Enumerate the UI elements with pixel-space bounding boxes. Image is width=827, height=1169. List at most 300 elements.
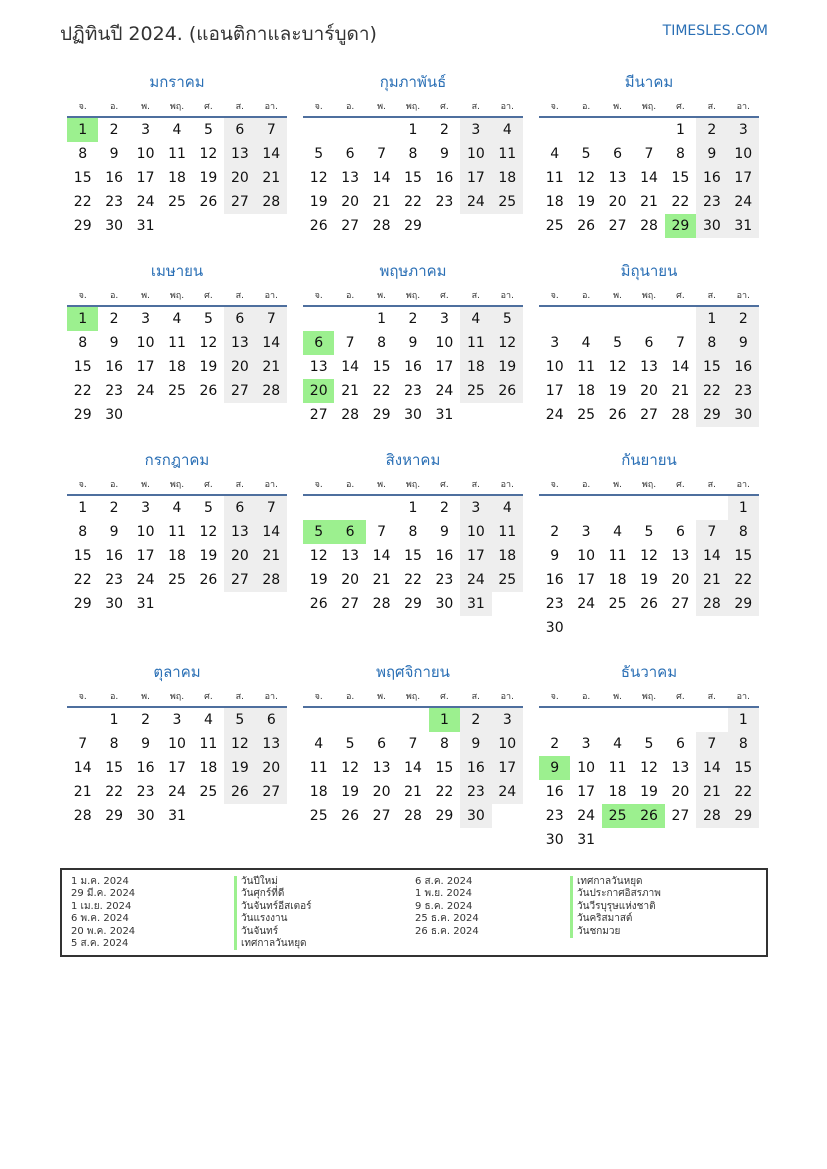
day-cell: 4 <box>613 524 623 540</box>
day-cell: 5 <box>203 122 213 138</box>
legend-holiday-name: วันชกมวย <box>570 926 661 938</box>
day-cell: 26 <box>199 572 218 588</box>
day-cell: 23 <box>728 379 759 403</box>
holiday-day-cell: 6 <box>334 520 365 544</box>
day-cell: 16 <box>105 359 124 375</box>
day-cell: 9 <box>141 736 151 752</box>
day-cell: 19 <box>309 572 328 588</box>
weekday-label: ศ. <box>676 102 685 112</box>
day-cell: 10 <box>136 335 155 351</box>
weekday-label: พฤ. <box>169 291 185 301</box>
day-cell: 5 <box>644 736 654 752</box>
month-name: กุมภาพันธ์ <box>379 73 447 91</box>
day-cell: 20 <box>341 572 360 588</box>
day-cell: 11 <box>492 142 523 166</box>
day-cell: 1 <box>675 122 685 138</box>
day-cell: 23 <box>435 572 454 588</box>
day-cell: 23 <box>435 194 454 210</box>
day-cell: 22 <box>728 568 759 592</box>
weekday-label: ส. <box>235 692 245 702</box>
day-cell: 5 <box>224 708 255 732</box>
day-cell: 19 <box>608 383 627 399</box>
day-cell: 13 <box>224 331 255 355</box>
day-cell: 4 <box>460 307 491 331</box>
weekday-label: จ. <box>550 102 559 112</box>
day-cell: 3 <box>728 118 759 142</box>
day-cell: 2 <box>109 500 119 516</box>
weekday-label: พ. <box>613 480 622 490</box>
day-cell: 6 <box>345 146 355 162</box>
weekday-label: จ. <box>78 291 87 301</box>
day-cell: 14 <box>256 520 287 544</box>
legend-date: 26 ธ.ค. 2024 <box>415 925 479 937</box>
day-cell: 11 <box>577 359 596 375</box>
day-cell: 24 <box>136 194 155 210</box>
day-cell: 6 <box>613 146 623 162</box>
weekday-label: ศ. <box>440 291 449 301</box>
holiday-day-cell: 6 <box>303 331 334 355</box>
day-cell: 12 <box>224 732 255 756</box>
day-cell: 8 <box>408 146 418 162</box>
weekday-label: ส. <box>235 102 245 112</box>
weekday-label: ศ. <box>440 480 449 490</box>
day-cell: 12 <box>577 170 596 186</box>
day-cell: 22 <box>73 383 92 399</box>
day-cell: 20 <box>341 194 360 210</box>
day-cell: 29 <box>105 808 124 824</box>
day-cell: 9 <box>408 335 418 351</box>
weekday-label: พ. <box>613 102 622 112</box>
day-cell: 2 <box>109 122 119 138</box>
day-cell: 29 <box>73 596 92 612</box>
day-cell: 27 <box>224 379 255 403</box>
day-cell: 9 <box>460 732 491 756</box>
day-cell: 28 <box>640 218 658 234</box>
weekday-label: อา. <box>500 692 514 702</box>
day-cell: 24 <box>728 190 759 214</box>
day-cell: 31 <box>728 214 759 238</box>
month-name: มิถุนายน <box>620 262 678 280</box>
weekday-label: พ. <box>377 102 386 112</box>
day-cell: 8 <box>408 524 418 540</box>
day-cell: 1 <box>377 311 387 327</box>
day-cell: 11 <box>199 736 218 752</box>
day-cell: 15 <box>404 548 422 564</box>
legend-date: 25 ธ.ค. 2024 <box>415 913 479 925</box>
weekday-label: อ. <box>581 692 591 702</box>
day-cell: 8 <box>675 146 685 162</box>
day-cell: 10 <box>460 142 491 166</box>
day-cell: 13 <box>608 170 627 186</box>
day-cell: 11 <box>492 520 523 544</box>
day-cell: 13 <box>224 520 255 544</box>
weekday-label: อา. <box>736 102 750 112</box>
day-cell: 4 <box>172 311 182 327</box>
day-cell: 19 <box>341 784 360 800</box>
legend-holiday-name: เทศกาลวันหยุด <box>570 876 661 888</box>
day-cell: 24 <box>435 383 454 399</box>
weekday-label: จ. <box>314 692 323 702</box>
day-cell: 8 <box>728 732 759 756</box>
holiday-day-cell: 5 <box>303 520 334 544</box>
day-cell: 13 <box>309 359 328 375</box>
day-cell: 13 <box>671 760 690 776</box>
day-cell: 25 <box>577 407 596 423</box>
weekday-label: อ. <box>109 480 119 490</box>
day-cell: 23 <box>404 383 422 399</box>
day-cell: 16 <box>105 170 124 186</box>
day-cell: 27 <box>341 596 360 612</box>
legend-date: 6 พ.ค. 2024 <box>71 913 129 925</box>
weekday-label: อ. <box>581 291 591 301</box>
day-cell: 22 <box>671 194 690 210</box>
weekday-label: อ. <box>109 102 119 112</box>
weekday-label: พฤ. <box>169 692 185 702</box>
day-cell: 31 <box>460 592 491 616</box>
day-cell: 22 <box>404 572 422 588</box>
day-cell: 6 <box>377 736 387 752</box>
weekday-label: พ. <box>141 480 150 490</box>
day-cell: 13 <box>256 732 287 756</box>
day-cell: 25 <box>168 194 186 210</box>
weekday-label: พฤ. <box>169 480 185 490</box>
day-cell: 4 <box>172 500 182 516</box>
day-cell: 21 <box>256 166 287 190</box>
day-cell: 7 <box>256 118 287 142</box>
day-cell: 12 <box>199 146 218 162</box>
weekday-label: ศ. <box>204 692 213 702</box>
day-cell: 27 <box>309 407 328 423</box>
day-cell: 1 <box>408 500 418 516</box>
day-cell: 21 <box>372 194 391 210</box>
day-cell: 5 <box>203 311 213 327</box>
legend-date: 1 เม.ย. 2024 <box>71 900 132 912</box>
month-name: มกราคม <box>149 73 205 91</box>
day-cell: 6 <box>224 118 255 142</box>
day-cell: 5 <box>581 146 591 162</box>
day-cell: 14 <box>671 359 690 375</box>
day-cell: 18 <box>168 548 186 564</box>
day-cell: 23 <box>105 194 124 210</box>
day-cell: 12 <box>309 548 328 564</box>
day-cell: 3 <box>460 496 491 520</box>
day-cell: 1 <box>109 712 119 728</box>
day-cell: 13 <box>372 760 391 776</box>
day-cell: 2 <box>109 311 119 327</box>
day-cell: 15 <box>728 756 759 780</box>
day-cell: 19 <box>224 756 255 780</box>
day-cell: 22 <box>696 379 727 403</box>
day-cell: 15 <box>73 359 92 375</box>
day-cell: 23 <box>545 596 564 612</box>
day-cell: 16 <box>545 572 564 588</box>
day-cell: 2 <box>550 524 560 540</box>
day-cell: 19 <box>577 194 596 210</box>
day-cell: 28 <box>256 379 287 403</box>
day-cell: 12 <box>608 359 627 375</box>
day-cell: 20 <box>640 383 658 399</box>
holiday-day-cell: 1 <box>429 708 460 732</box>
weekday-label: พฤ. <box>405 291 421 301</box>
day-cell: 14 <box>256 142 287 166</box>
day-cell: 15 <box>73 170 92 186</box>
day-cell: 25 <box>309 808 328 824</box>
day-cell: 20 <box>372 784 391 800</box>
weekday-divider <box>539 706 759 708</box>
weekday-label: อา. <box>736 480 750 490</box>
day-cell: 22 <box>105 784 124 800</box>
legend-holiday-name: วันวีรบุรุษแห่งชาติ <box>570 901 661 913</box>
day-cell: 31 <box>435 407 454 423</box>
day-cell: 30 <box>105 407 124 423</box>
day-cell: 17 <box>728 166 759 190</box>
day-cell: 13 <box>341 548 360 564</box>
legend-holiday-name: วันคริสมาสต์ <box>570 913 661 925</box>
day-cell: 2 <box>460 708 491 732</box>
day-cell: 30 <box>435 596 454 612</box>
day-cell: 24 <box>545 407 564 423</box>
weekday-label: อ. <box>345 480 355 490</box>
day-cell: 16 <box>404 359 422 375</box>
day-cell: 25 <box>492 190 523 214</box>
day-cell: 28 <box>256 568 287 592</box>
day-cell: 6 <box>675 736 685 752</box>
day-cell: 9 <box>109 335 119 351</box>
weekday-label: ศ. <box>676 692 685 702</box>
day-cell: 18 <box>460 355 491 379</box>
weekday-label: พ. <box>377 480 386 490</box>
day-cell: 24 <box>492 780 523 804</box>
day-cell: 27 <box>256 780 287 804</box>
day-cell: 3 <box>172 712 182 728</box>
day-cell: 17 <box>136 359 155 375</box>
day-cell: 10 <box>168 736 186 752</box>
day-cell: 13 <box>224 142 255 166</box>
day-cell: 14 <box>404 760 422 776</box>
day-cell: 21 <box>73 784 92 800</box>
weekday-label: ส. <box>707 692 717 702</box>
weekday-label: อา. <box>264 692 278 702</box>
day-cell: 26 <box>309 218 328 234</box>
legend-dates-left <box>71 876 135 950</box>
day-cell: 7 <box>675 335 685 351</box>
weekday-label: อา. <box>264 291 278 301</box>
day-cell: 18 <box>492 166 523 190</box>
day-cell: 8 <box>78 335 88 351</box>
weekday-label: จ. <box>550 480 559 490</box>
day-cell: 21 <box>256 544 287 568</box>
day-cell: 1 <box>728 496 759 520</box>
weekday-label: อา. <box>500 102 514 112</box>
day-cell: 23 <box>545 808 564 824</box>
day-cell: 2 <box>550 736 560 752</box>
day-cell: 7 <box>377 524 387 540</box>
brand-link[interactable]: TIMESLES.COM <box>662 23 768 39</box>
holiday-day-cell: 26 <box>633 804 664 828</box>
day-cell: 10 <box>577 548 596 564</box>
day-cell: 29 <box>728 592 759 616</box>
weekday-label: พ. <box>377 692 386 702</box>
day-cell: 28 <box>696 592 727 616</box>
day-cell: 21 <box>671 383 690 399</box>
legend-names-right <box>570 876 661 938</box>
day-cell: 13 <box>640 359 658 375</box>
day-cell: 29 <box>372 407 391 423</box>
weekday-label: ส. <box>235 291 245 301</box>
day-cell: 15 <box>105 760 124 776</box>
weekday-label: อ. <box>345 291 355 301</box>
weekday-label: พ. <box>613 692 622 702</box>
month-name: เมษายน <box>150 262 204 280</box>
day-cell: 25 <box>168 572 186 588</box>
day-cell: 19 <box>199 548 218 564</box>
day-cell: 7 <box>345 335 355 351</box>
day-cell: 7 <box>256 307 287 331</box>
day-cell: 3 <box>141 500 151 516</box>
day-cell: 16 <box>696 166 727 190</box>
day-cell: 14 <box>256 331 287 355</box>
day-cell: 12 <box>492 331 523 355</box>
weekday-label: พ. <box>141 102 150 112</box>
day-cell: 18 <box>168 170 186 186</box>
day-cell: 21 <box>640 194 658 210</box>
weekday-label: พฤ. <box>405 692 421 702</box>
day-cell: 4 <box>172 122 182 138</box>
day-cell: 10 <box>136 146 155 162</box>
weekday-label: อ. <box>109 692 119 702</box>
day-cell: 14 <box>372 548 391 564</box>
day-cell: 1 <box>408 122 418 138</box>
day-cell: 22 <box>435 784 454 800</box>
day-cell: 6 <box>224 496 255 520</box>
day-cell: 11 <box>608 548 627 564</box>
day-cell: 16 <box>545 784 564 800</box>
day-cell: 14 <box>696 756 727 780</box>
day-cell: 12 <box>640 548 658 564</box>
day-cell: 3 <box>141 122 151 138</box>
day-cell: 26 <box>224 780 255 804</box>
legend-date: 9 ธ.ค. 2024 <box>415 900 473 912</box>
day-cell: 7 <box>644 146 654 162</box>
holiday-day-cell: 1 <box>67 307 98 331</box>
day-cell: 3 <box>581 736 591 752</box>
holiday-day-cell: 29 <box>665 214 696 238</box>
day-cell: 4 <box>613 736 623 752</box>
day-cell: 18 <box>608 784 627 800</box>
day-cell: 15 <box>728 544 759 568</box>
legend-names-left <box>234 876 312 950</box>
day-cell: 27 <box>640 407 658 423</box>
weekday-label: ส. <box>471 291 481 301</box>
day-cell: 11 <box>309 760 328 776</box>
day-cell: 12 <box>309 170 328 186</box>
day-cell: 24 <box>577 808 596 824</box>
day-cell: 8 <box>728 520 759 544</box>
day-cell: 20 <box>224 166 255 190</box>
day-cell: 30 <box>136 808 155 824</box>
day-cell: 28 <box>372 596 391 612</box>
day-cell: 9 <box>109 524 119 540</box>
day-cell: 6 <box>644 335 654 351</box>
day-cell: 4 <box>581 335 591 351</box>
day-cell: 6 <box>224 307 255 331</box>
day-cell: 18 <box>168 359 186 375</box>
day-cell: 1 <box>696 307 727 331</box>
day-cell: 5 <box>644 524 654 540</box>
day-cell: 16 <box>136 760 155 776</box>
month-name: พฤษภาคม <box>379 262 447 280</box>
day-cell: 23 <box>696 190 727 214</box>
month-name: ตุลาคม <box>153 663 201 681</box>
weekday-label: อา. <box>264 102 278 112</box>
day-cell: 10 <box>545 359 564 375</box>
day-cell: 9 <box>109 146 119 162</box>
day-cell: 22 <box>728 780 759 804</box>
day-cell: 19 <box>640 784 658 800</box>
day-cell: 17 <box>492 756 523 780</box>
day-cell: 21 <box>372 572 391 588</box>
day-cell: 29 <box>696 403 727 427</box>
weekday-label: พฤ. <box>405 480 421 490</box>
weekday-label: อ. <box>109 291 119 301</box>
weekday-label: พ. <box>141 291 150 301</box>
day-cell: 30 <box>404 407 422 423</box>
legend-dates-right <box>415 876 479 938</box>
day-cell: 6 <box>675 524 685 540</box>
day-cell: 21 <box>696 568 727 592</box>
day-cell: 15 <box>696 355 727 379</box>
day-cell: 17 <box>460 166 491 190</box>
day-cell: 5 <box>492 307 523 331</box>
day-cell: 12 <box>199 335 218 351</box>
day-cell: 8 <box>109 736 119 752</box>
weekday-label: จ. <box>78 480 87 490</box>
weekday-label: พฤ. <box>641 102 657 112</box>
day-cell: 28 <box>671 407 690 423</box>
legend-holiday-name: วันปีใหม่ <box>234 876 312 888</box>
month-name: พฤศจิกายน <box>376 663 450 681</box>
day-cell: 25 <box>545 218 564 234</box>
weekday-label: ศ. <box>440 692 449 702</box>
legend-date: 1 ม.ค. 2024 <box>71 876 129 887</box>
day-cell: 2 <box>408 311 418 327</box>
day-cell: 28 <box>404 808 422 824</box>
legend-date: 20 พ.ค. 2024 <box>71 925 136 937</box>
day-cell: 29 <box>435 808 454 824</box>
day-cell: 2 <box>728 307 759 331</box>
day-cell: 27 <box>224 190 255 214</box>
day-cell: 10 <box>492 732 523 756</box>
day-cell: 30 <box>545 832 564 848</box>
day-cell: 11 <box>168 146 186 162</box>
day-cell: 11 <box>460 331 491 355</box>
day-cell: 18 <box>545 194 564 210</box>
weekday-label: ศ. <box>676 480 685 490</box>
day-cell: 16 <box>105 548 124 564</box>
day-cell: 3 <box>581 524 591 540</box>
day-cell: 6 <box>256 708 287 732</box>
day-cell: 18 <box>492 544 523 568</box>
day-cell: 27 <box>341 218 360 234</box>
weekday-label: ศ. <box>204 291 213 301</box>
day-cell: 8 <box>696 331 727 355</box>
day-cell: 21 <box>696 780 727 804</box>
day-cell: 30 <box>105 596 124 612</box>
day-cell: 19 <box>199 170 218 186</box>
day-cell: 3 <box>550 335 560 351</box>
weekday-label: จ. <box>78 692 87 702</box>
month-name: สิงหาคม <box>385 451 441 469</box>
